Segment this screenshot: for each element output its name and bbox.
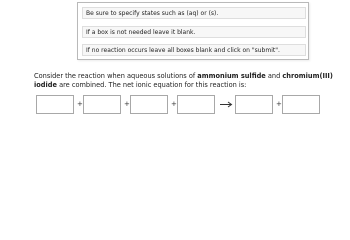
instructions-panel bbox=[77, 2, 309, 60]
right-arrow-icon bbox=[220, 101, 233, 108]
reactant-box-3[interactable] bbox=[130, 95, 168, 114]
question-part3: are combined. The net ionic equation for this reaction is: bbox=[56, 81, 247, 89]
plus-sign: + bbox=[171, 100, 177, 108]
reactant-box-4[interactable] bbox=[177, 95, 215, 114]
reactant-2: chromium(III) iodide bbox=[34, 72, 333, 89]
plus-sign: + bbox=[276, 100, 282, 108]
product-box-1[interactable] bbox=[235, 95, 273, 114]
question-text bbox=[34, 72, 344, 90]
instruction-blank-boxes: If a box is not needed leave it blank. bbox=[82, 26, 306, 38]
plus-sign: + bbox=[124, 100, 130, 108]
reactant-1: ammonium sulfide bbox=[197, 72, 266, 80]
product-box-2[interactable] bbox=[282, 95, 320, 114]
plus-sign: + bbox=[77, 100, 83, 108]
reactant-box-1[interactable] bbox=[36, 95, 74, 114]
reactant-box-2[interactable] bbox=[83, 95, 121, 114]
question-part1: Consider the reaction when aqueous solutions of bbox=[34, 72, 198, 80]
instruction-no-reaction: If no reaction occurs leave all boxes blank and click on "submit". bbox=[82, 44, 306, 56]
question-part2: and bbox=[265, 72, 283, 80]
net-ionic-equation bbox=[36, 95, 326, 116]
instruction-states: Be sure to specify states such as (aq) or (s). bbox=[82, 7, 306, 19]
